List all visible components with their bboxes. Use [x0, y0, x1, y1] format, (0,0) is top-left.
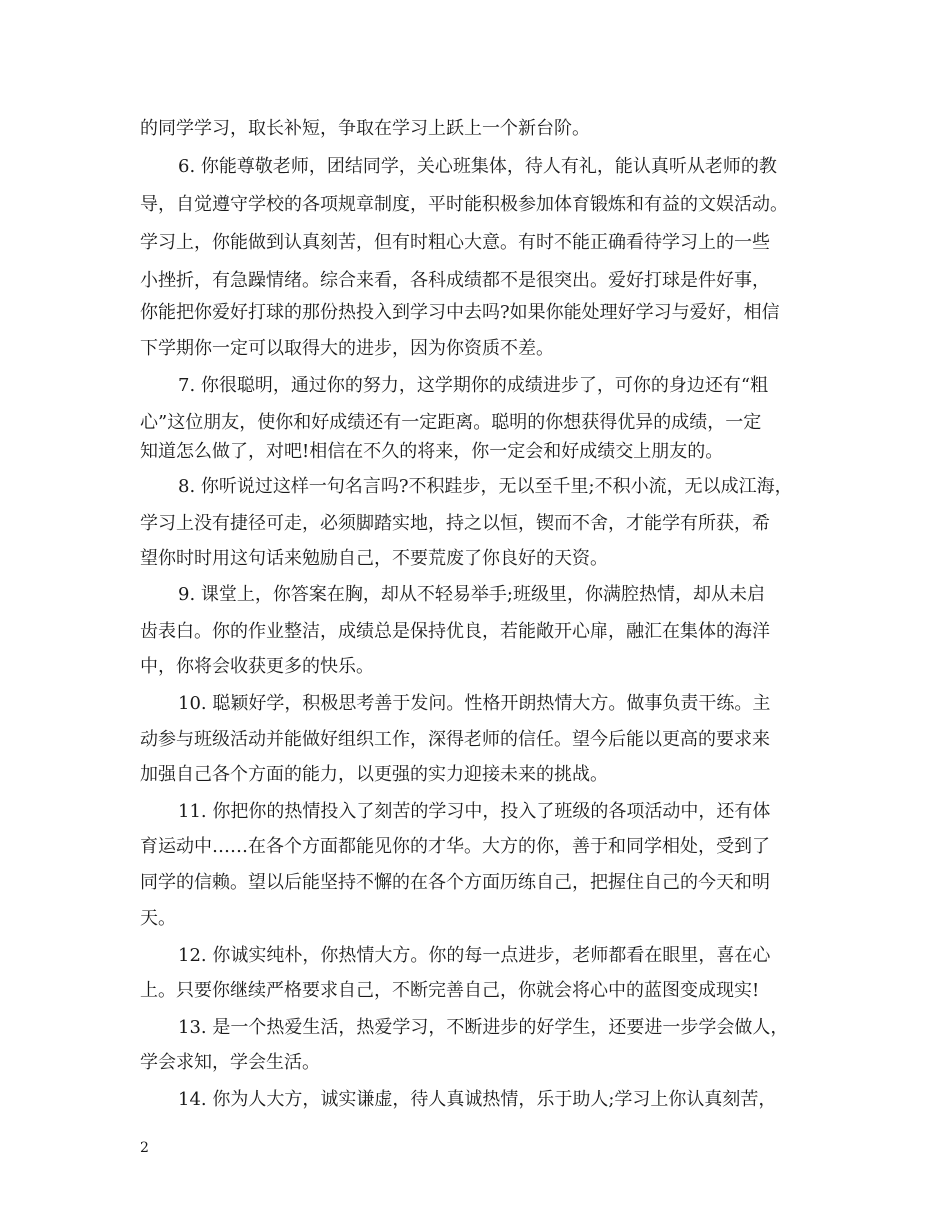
text-line: 同学的信赖。望以后能坚持不懈的在各个方面历练自己，把握住自己的今天和明	[140, 872, 770, 893]
text-line: 天。	[140, 908, 176, 929]
text-line: 11. 你把你的热情投入了刻苦的学习中，投入了班级的各项活动中，还有体	[178, 801, 771, 822]
text-line: 的同学学习，取长补短，争取在学习上跃上一个新台阶。	[140, 118, 590, 139]
text-line: 加强自己各个方面的能力，以更强的实力迎接未来的挑战。	[140, 764, 608, 785]
text-line: 下学期你一定可以取得大的进步，因为你资质不差。	[140, 338, 554, 359]
text-line: 动参与班级活动并能做好组织工作，深得老师的信任。望今后能以更高的要求来	[140, 729, 770, 750]
text-line: 上。只要你继续严格要求自己，不断完善自己，你就会将心中的蓝图变成现实!	[140, 980, 760, 1001]
text-line: 14. 你为人大方，诚实谦虚，待人真诚热情，乐于助人;学习上你认真刻苦，	[178, 1089, 777, 1110]
text-line: 育运动中……在各个方面都能见你的才华。大方的你，善于和同学相处，受到了	[140, 836, 770, 857]
text-line: 学习上没有捷径可走，必须脚踏实地，持之以恒，锲而不舍，才能学有所获，希	[140, 513, 770, 534]
text-line: 小挫折，有急躁情绪。综合来看，各科成绩都不是很突出。爱好打球是件好事，	[140, 270, 770, 291]
text-line: 9. 课堂上，你答案在胸，却从不轻易举手;班级里，你满腔热情，却从未启	[178, 584, 765, 605]
text-line: 13. 是一个热爱生活，热爱学习，不断进步的好学生，还要进一步学会做人，	[178, 1017, 789, 1038]
text-line: 12. 你诚实纯朴，你热情大方。你的每一点进步，老师都看在眼里，喜在心	[178, 945, 771, 966]
text-line: 齿表白。你的作业整洁，成绩总是保持优良，若能敞开心扉，融汇在集体的海洋	[140, 621, 770, 642]
text-line: 学习上，你能做到认真刻苦，但有时粗心大意。有时不能正确看待学习上的一些	[140, 232, 770, 253]
text-line: 心”这位朋友，使你和好成绩还有一定距离。聪明的你想获得优异的成绩，一定	[140, 412, 762, 433]
text-line: 6. 你能尊敬老师，团结同学，关心班集体，待人有礼，能认真听从老师的教	[178, 156, 777, 177]
text-line: 8. 你听说过这样一句名言吗?不积跬步，无以至千里;不积小流，无以成江海，	[178, 476, 793, 497]
page-number: 2	[140, 1140, 149, 1156]
text-line: 导，自觉遵守学校的各项规章制度，平时能积极参加体育锻炼和有益的文娱活动。	[140, 194, 788, 215]
text-line: 学会求知，学会生活。	[140, 1052, 320, 1073]
text-line: 望你时时用这句话来勉励自己，不要荒废了你良好的天资。	[140, 548, 608, 569]
text-line: 10. 聪颖好学，积极思考善于发问。性格开朗热情大方。做事负责干练。主	[178, 693, 771, 714]
text-line: 知道怎么做了，对吧!相信在不久的将来，你一定会和好成绩交上朋友的。	[140, 441, 724, 462]
text-line: 你能把你爱好打球的那份热投入到学习中去吗?如果你能处理好学习与爱好，相信	[140, 302, 780, 323]
text-line: 中，你将会收获更多的快乐。	[140, 656, 374, 677]
text-line: 7. 你很聪明，通过你的努力，这学期你的成绩进步了，可你的身边还有“粗	[178, 375, 769, 396]
